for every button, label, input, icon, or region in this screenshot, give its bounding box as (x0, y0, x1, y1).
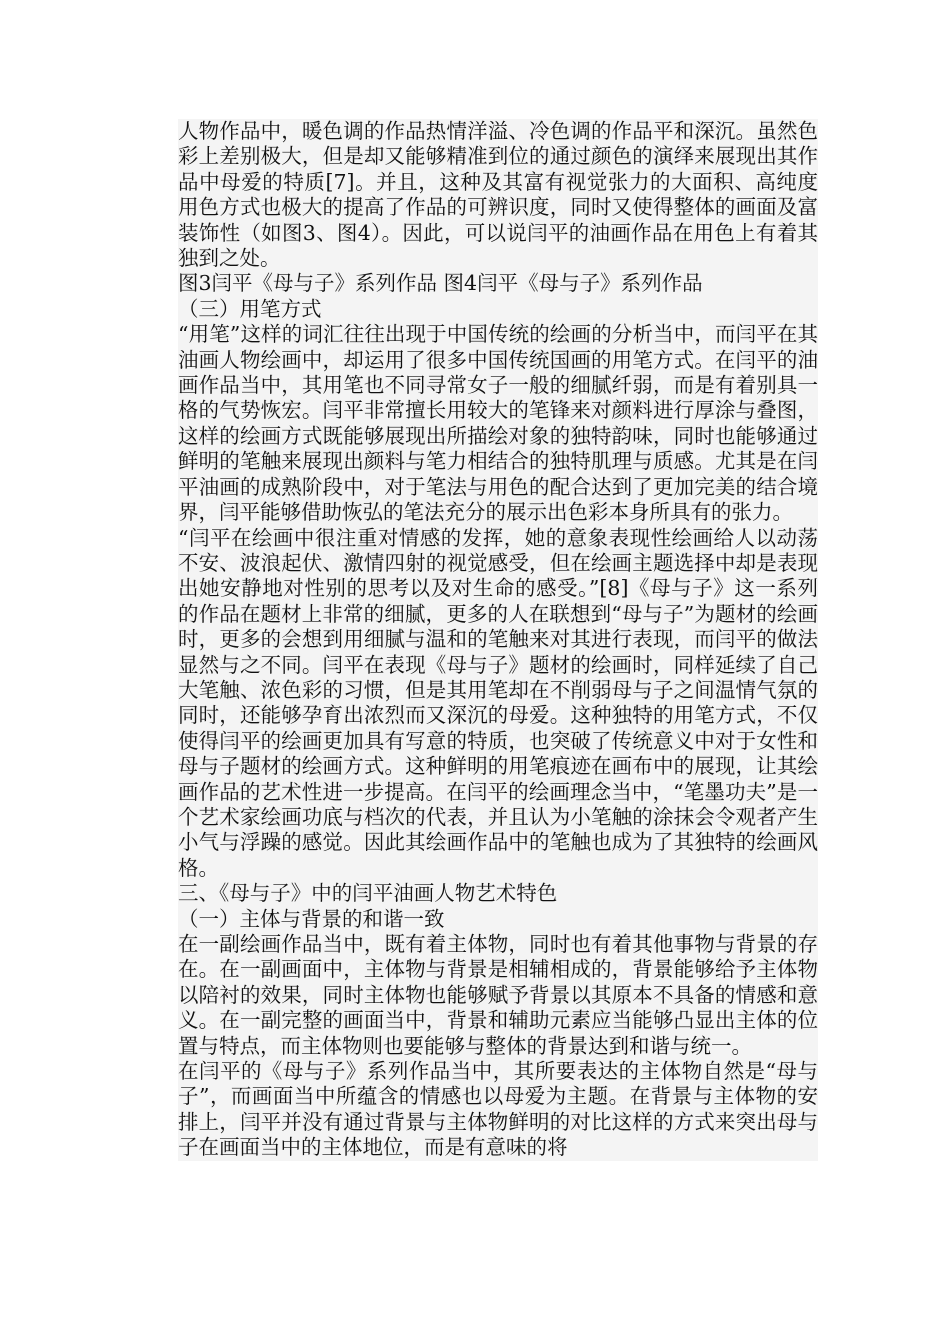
document-body (178, 119, 818, 1161)
chapter-heading-art-features: 三、《母与子》中的闫平油画人物艺术特色 (178, 881, 818, 906)
section-heading-brushwork: （三）用笔方式 (178, 297, 818, 322)
paragraph-color-usage: 人物作品中，暖色调的作品热情洋溢、冷色调的作品平和深沉。虽然色彩上差别极大，但是却又能够精准到位的通过颜色的演绎来展现出其作品中母爱的特质[7]。并且，这种及其富有视觉张力的大面积、高纯度用色方式也极大的提高了作品的可辨识度，同时又使得整体的画面及富装饰性（如图3、图4）。因此，可以说闫平的油画作品在用色上有着其独到之处。 (178, 119, 818, 271)
paragraph-mother-child-series: 在闫平的《母与子》系列作品当中，其所要表达的主体物自然是“母与子”，而画面当中所蕴含的情感也以母爱为主题。在背景与主体物的安排上，闫平并没有通过背景与主体物鲜明的对比这样的方式来突出母与子在画面当中的主体地位，而是有意味的将 (178, 1059, 818, 1160)
paragraph-brushwork: “用笔”这样的词汇往往出现于中国传统的绘画的分析当中，而闫平在其油画人物绘画中，却运用了很多中国传统国画的用笔方式。在闫平的油画作品当中，其用笔也不同寻常女子一般的细腻纤弱，而是有着别具一格的气势恢宏。闫平非常擅长用较大的笔锋来对颜料进行厚涂与叠图，这样的绘画方式既能够展现出所描绘对象的独特韵味，同时也能够通过鲜明的笔触来展现出颜料与笔力相结合的独特肌理与质感。尤其是在闫平油画的成熟阶段中，对于笔法与用色的配合达到了更加完美的结合境界，闫平能够借助恢弘的笔法充分的展示出色彩本身所具有的张力。 (178, 322, 818, 525)
paragraph-emotion-quote: “闫平在绘画中很注重对情感的发挥，她的意象表现性绘画给人以动荡不安、波浪起伏、激情四射的视觉感受，但在绘画主题选择中却是表现出她安静地对性别的思考以及对生命的感受。”[8]《母与子》这一系列的作品在题材上非常的细腻，更多的人在联想到“母与子”为题材的绘画时，更多的会想到用细腻与温和的笔触来对其进行表现，而闫平的做法显然与之不同。闫平在表现《母与子》题材的绘画时，同样延续了自己大笔触、浓色彩的习惯，但是其用笔却在不削弱母与子之间温情气氛的同时，还能够孕育出浓烈而又深沉的母爱。这种独特的用笔方式，不仅使得闫平的绘画更加具有写意的特质，也突破了传统意义中对于女性和母与子题材的绘画方式。这种鲜明的用笔痕迹在画布中的展现，让其绘画作品的艺术性进一步提高。在闫平的绘画理念当中，“笔墨功夫”是一个艺术家绘画功底与档次的代表，并且认为小笔触的涂抹会令观者产生小气与浮躁的感觉。因此其绘画作品中的笔触也成为了其独特的绘画风格。 (178, 525, 818, 880)
figure-caption: 图3闫平《母与子》系列作品 图4闫平《母与子》系列作品 (178, 271, 818, 296)
section-heading-subject-background: （一）主体与背景的和谐一致 (178, 907, 818, 932)
paragraph-subject-background: 在一副绘画作品当中，既有着主体物，同时也有着其他事物与背景的存在。在一副画面中，主体物与背景是相辅相成的，背景能够给予主体物以陪衬的效果，同时主体物也能够赋予背景以其原本不具备的情感和意义。在一副完整的画面当中，背景和辅助元素应当能够凸显出主体的位置与特点，而主体物则也要能够与整体的背景达到和谐与统一。 (178, 932, 818, 1058)
